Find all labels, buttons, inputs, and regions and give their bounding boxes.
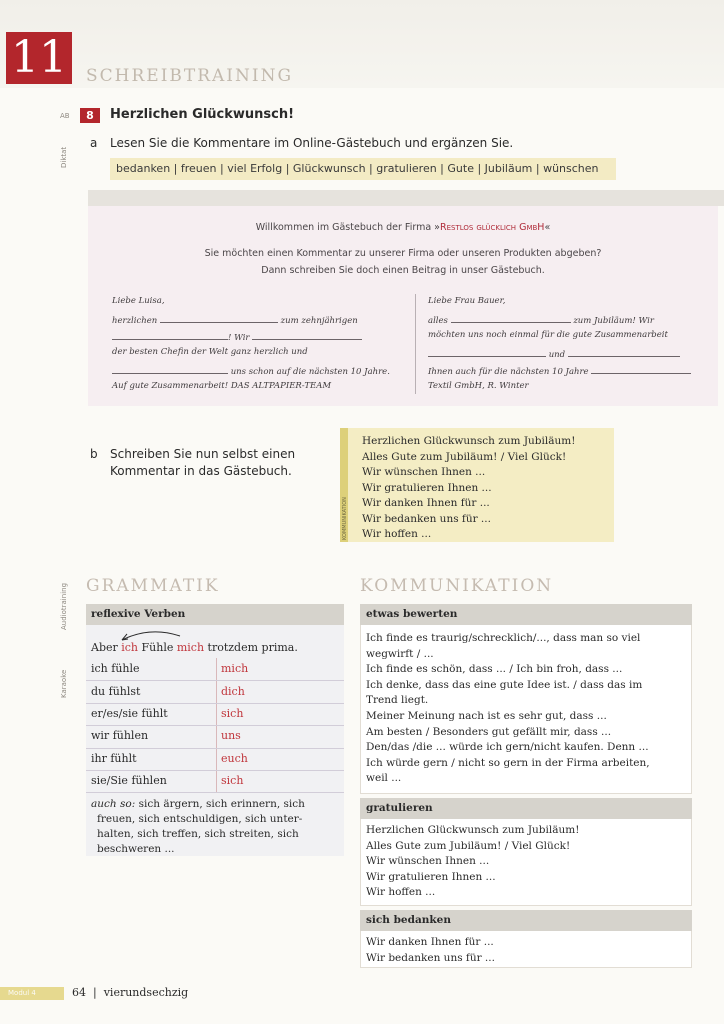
company-name: Restlos glücklich GmbH xyxy=(440,222,545,233)
grammar-row-pronoun: euch xyxy=(221,752,248,765)
guestbook-intro-1: Sie möchten einen Kommentar zu unserer Firma oder unseren Produkten abgeben? xyxy=(204,248,602,259)
guestbook-intro-2: Dann schreiben Sie doch einen Beitrag in unser Gästebuch. xyxy=(261,265,545,276)
gap-blank[interactable] xyxy=(428,347,546,357)
audiotraining-margin-label: Audiotraining xyxy=(60,582,68,630)
gap-blank[interactable] xyxy=(252,330,362,340)
part-b-letter: b xyxy=(90,447,98,461)
hint-line: Herzlichen Glückwunsch zum Jubiläum! xyxy=(362,435,576,447)
grammar-note-line: freuen, sich entschuldigen, sich unter- xyxy=(97,813,303,825)
grammar-row-pronoun: sich xyxy=(221,774,244,787)
grammar-example: Aber ich Fühle mich trotzdem prima. xyxy=(91,641,298,654)
page-number: 64 xyxy=(72,986,86,999)
communication-line: Wir hoffen ... xyxy=(366,886,436,899)
word-bank: bedanken | freuen | viel Erfolg | Glückwunsch | gratulieren | Gute | Jubiläum | wünschen xyxy=(110,158,616,180)
diktat-margin-label: Diktat xyxy=(60,146,68,168)
communication-line: Herzlichen Glückwunsch zum Jubiläum! xyxy=(366,824,580,836)
grammar-heading: GRAMMATIK xyxy=(86,576,220,596)
ab-margin-label: AB xyxy=(60,112,70,120)
grammar-row-subject: er/es/sie fühlt xyxy=(91,707,168,720)
grammar-row-subject: ich fühle xyxy=(91,662,140,675)
communication-heading: KOMMUNIKATION xyxy=(360,576,554,596)
left-entry-line-5: uns schon auf die nächsten 10 Jahre. xyxy=(112,364,390,378)
part-b-instruction-2: Kommentar in das Gästebuch. xyxy=(110,464,292,478)
chapter-number: 11 xyxy=(6,32,72,84)
grammar-box-title: reflexive Verben xyxy=(91,608,186,620)
grammar-row-pronoun: sich xyxy=(221,707,244,720)
grammar-row-subject: du fühlst xyxy=(91,685,141,698)
grammar-row-divider xyxy=(86,792,344,793)
part-a-letter: a xyxy=(90,136,98,150)
communication-line: Alles Gute zum Jubiläum! / Viel Glück! xyxy=(366,839,571,852)
reflexive-arrow-icon xyxy=(118,628,188,642)
hint-line: Wir hoffen ... xyxy=(362,528,432,540)
right-entry-line-3: möchten uns noch einmal für die gute Zusammenarbeit xyxy=(428,330,668,340)
section-title: SCHREIBTRAINING xyxy=(86,66,294,86)
gap-blank[interactable] xyxy=(112,330,228,340)
right-entry-signature: Textil GmbH, R. Winter xyxy=(428,381,529,391)
right-entry-line-2: alles zum Jubiläum! Wir xyxy=(428,313,654,327)
part-b-instruction-1: Schreiben Sie nun selbst einen xyxy=(110,447,296,461)
communication-line: Ich finde es traurig/schrecklich/..., dass man so viel xyxy=(366,632,641,644)
exercise-number: 8 xyxy=(80,108,100,123)
hint-line: Wir gratulieren Ihnen ... xyxy=(362,481,492,494)
left-entry-line-2: herzlichen zum zehnjährigen xyxy=(112,313,358,327)
grammar-note-line: halten, sich treffen, sich streiten, sich xyxy=(97,828,299,840)
right-entry-line-5: Ihnen auch für die nächsten 10 Jahre xyxy=(428,364,691,378)
hint-line: Alles Gute zum Jubiläum! / Viel Glück! xyxy=(362,450,567,463)
hint-line: Wir danken Ihnen für ... xyxy=(362,497,490,509)
gap-blank[interactable] xyxy=(160,313,278,323)
grammar-row-divider xyxy=(86,725,344,726)
grammar-row-divider xyxy=(86,703,344,704)
guestbook-top-bar xyxy=(88,190,724,206)
gap-blank[interactable] xyxy=(112,364,228,374)
communication-line: Wir gratulieren Ihnen ... xyxy=(366,870,496,883)
hint-line: Wir bedanken uns für ... xyxy=(362,512,491,525)
page-word: vierundsechzig xyxy=(103,986,189,999)
left-entry-line-3: ! Wir xyxy=(112,330,362,344)
guestbook-welcome: Willkommen im Gästebuch der Firma »Restlos glücklich GmbH« xyxy=(255,222,551,233)
communication-line: Am besten / Besonders gut gefällt mir, dass ... xyxy=(366,725,612,738)
grammar-row-pronoun: uns xyxy=(221,729,241,742)
grammar-note-line: auch so: sich ärgern, sich erinnern, sich xyxy=(91,798,305,810)
page-footer: 64 | vierundsechzig xyxy=(72,986,189,999)
part-a-instruction: Lesen Sie die Kommentare im Online-Gästebuch und ergänzen Sie. xyxy=(110,136,514,150)
grammar-note-line: beschweren ... xyxy=(97,843,175,855)
communication-line: Ich finde es schön, dass ... / Ich bin froh, dass ... xyxy=(366,663,623,676)
grammar-row-divider xyxy=(86,748,344,749)
grammar-row-pronoun: mich xyxy=(221,662,249,675)
communication-box-title: sich bedanken xyxy=(366,914,451,926)
communication-line: Ich denke, dass das eine gute Idee ist. / dass das im xyxy=(366,678,643,691)
guestbook-divider xyxy=(415,294,416,394)
communication-box-title: gratulieren xyxy=(366,802,433,814)
module-tab-label: Modul 4 xyxy=(8,989,36,997)
hint-box-side-label: KOMMUNIKATION xyxy=(342,497,348,540)
communication-line: Wir danken Ihnen für ... xyxy=(366,936,494,948)
left-entry-greeting: Liebe Luisa, xyxy=(112,296,165,306)
grammar-row-divider xyxy=(86,680,344,681)
gap-blank[interactable] xyxy=(591,364,691,374)
hint-line: Wir wünschen Ihnen ... xyxy=(362,466,486,478)
communication-line: Meiner Meinung nach ist es sehr gut, dass ... xyxy=(366,710,607,722)
grammar-row-pronoun: dich xyxy=(221,685,245,698)
left-entry-signature: Auf gute Zusammenarbeit! DAS ALTPAPIER-TEAM xyxy=(112,381,332,391)
exercise-title: Herzlichen Glückwunsch! xyxy=(110,107,295,122)
grammar-row-subject: ihr fühlt xyxy=(91,752,137,765)
communication-box-title: etwas bewerten xyxy=(366,608,458,620)
right-entry-greeting: Liebe Frau Bauer, xyxy=(428,296,506,306)
communication-line: Ich würde gern / nicht so gern in der Firma arbeiten, xyxy=(366,756,650,769)
gap-blank[interactable] xyxy=(568,347,680,357)
communication-line: Wir wünschen Ihnen ... xyxy=(366,855,490,868)
left-entry-line-4: der besten Chefin der Welt ganz herzlich und xyxy=(112,347,308,357)
right-entry-line-4: und xyxy=(428,347,680,361)
grammar-row-divider xyxy=(86,770,344,771)
communication-line: Den/das /die ... würde ich gern/nicht kaufen. Denn ... xyxy=(366,741,649,754)
communication-line: Trend liegt. xyxy=(366,694,429,707)
communication-line: weil ... xyxy=(366,772,402,785)
gap-blank[interactable] xyxy=(451,313,571,323)
communication-line: Wir bedanken uns für ... xyxy=(366,951,495,964)
communication-line: wegwirft / ... xyxy=(366,647,434,660)
grammar-row-subject: wir fühlen xyxy=(91,729,149,742)
karaoke-margin-label: Karaoke xyxy=(60,669,68,698)
grammar-row-subject: sie/Sie fühlen xyxy=(91,774,167,787)
